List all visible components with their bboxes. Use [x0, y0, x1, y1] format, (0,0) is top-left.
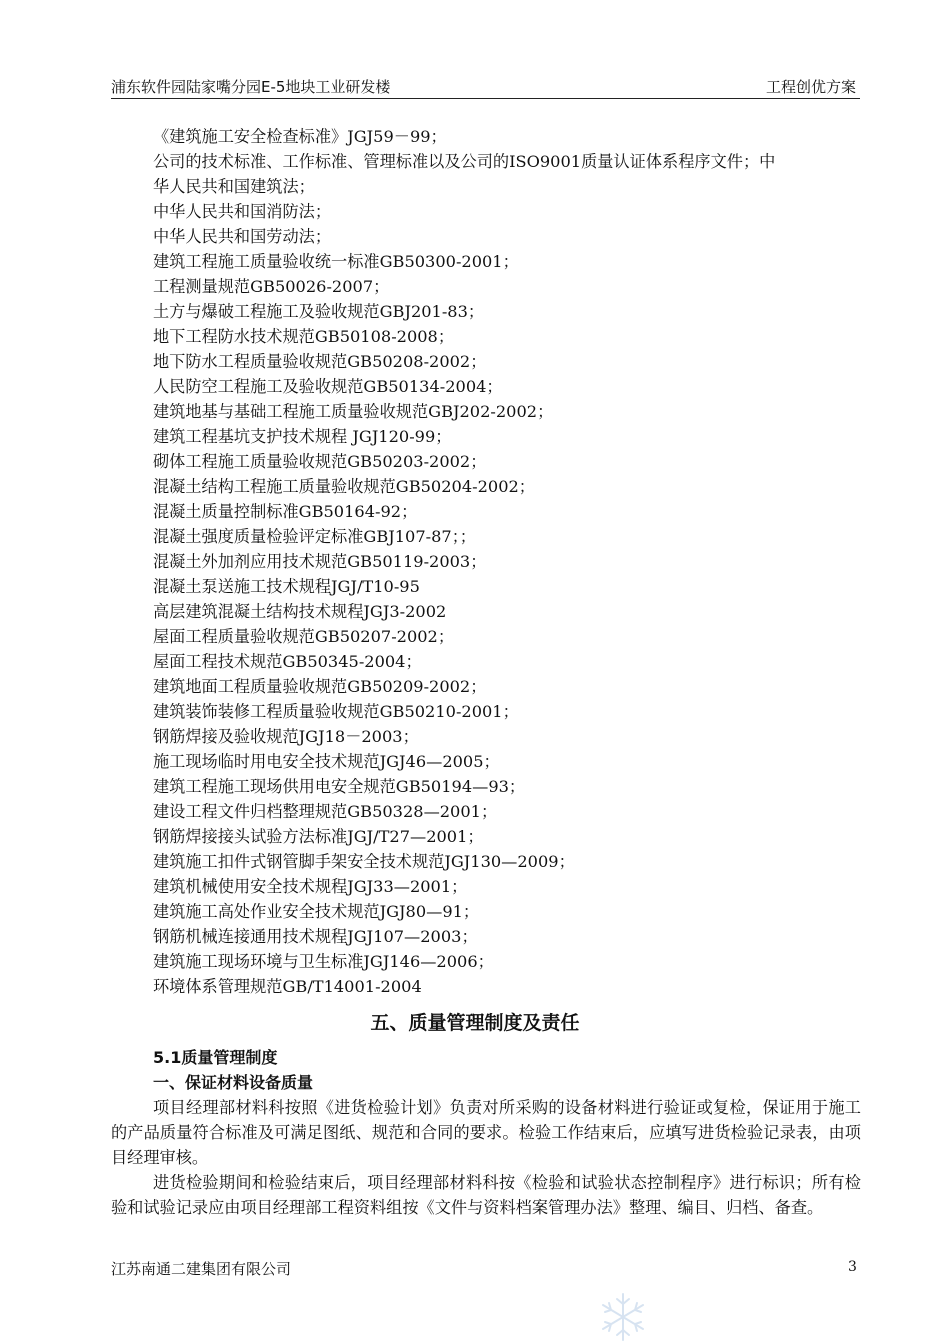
- reference-item: 中华人民共和国消防法；: [153, 202, 332, 221]
- reference-item: 建筑地基与基础工程施工质量验收规范GBJ202-2002；: [153, 402, 554, 421]
- reference-item: 屋面工程技术规范GB50345-2004；: [153, 652, 422, 671]
- reference-item: 华人民共和国建筑法；: [153, 177, 315, 196]
- reference-item: 砌体工程施工质量验收规范GB50203-2002；: [153, 452, 487, 471]
- reference-item: 混凝土质量控制标准GB50164-92；: [153, 502, 418, 521]
- reference-item: 中华人民共和国劳动法；: [153, 227, 332, 246]
- reference-item: 《建筑施工安全检查标准》JGJ59－99；: [153, 127, 447, 146]
- snowflake-icon: [596, 1290, 650, 1344]
- reference-item: 混凝土外加剂应用技术规范GB50119-2003；: [153, 552, 487, 571]
- reference-item: 工程测量规范GB50026-2007；: [153, 277, 390, 296]
- reference-item: 建设工程文件归档整理规范GB50328—2001；: [153, 802, 498, 821]
- reference-item: 建筑地面工程质量验收规范GB50209-2002；: [153, 677, 487, 696]
- subsection-heading: 5.1质量管理制度: [153, 1048, 278, 1067]
- references-list: [153, 124, 865, 999]
- reference-item: 钢筋机械连接通用技术规程JGJ107—2003；: [153, 927, 478, 946]
- reference-item: 建筑机械使用安全技术规程JGJ33—2001；: [153, 877, 468, 896]
- reference-item: 建筑工程基坑支护技术规程 JGJ120-99；: [153, 427, 452, 446]
- reference-item: 混凝土强度质量检验评定标准GBJ107-87；；: [153, 527, 476, 546]
- footer-company: 江苏南通二建集团有限公司: [111, 1260, 292, 1278]
- reference-item: 钢筋焊接及验收规范JGJ18－2003；: [153, 727, 419, 746]
- reference-item: 公司的技术标准、工作标准、管理标准以及公司的ISO9001质量认证体系程序文件；中: [153, 152, 776, 171]
- paragraph-material-inspection: 项目经理部材料科按照《进货检验计划》负责对所采购的设备材料进行验证或复检，保证用于施工的产品质量符合标准及可满足图纸、规范和合同的要求。检验工作结束后，应填写进货检验记录表，由项目经理审核。: [111, 1098, 861, 1167]
- section-title: 五、质量管理制度及责任: [370, 1012, 580, 1034]
- page-number: 3: [848, 1259, 857, 1275]
- paragraph-inspection-records: 进货检验期间和检验结束后，项目经理部材料科按《检验和试验状态控制程序》进行标识；所有检验和试验记录应由项目经理部工程资料组按《文件与资料档案管理办法》整理、编目、归档、备查。: [111, 1173, 861, 1217]
- reference-item: 屋面工程质量验收规范GB50207-2002；: [153, 627, 455, 646]
- reference-item: 环境体系管理规范GB/T14001-2004: [153, 977, 422, 996]
- page-header: [111, 74, 860, 99]
- reference-item: 钢筋焊接接头试验方法标准JGJ/T27—2001；: [153, 827, 484, 846]
- reference-item: 高层建筑混凝土结构技术规程JGJ3-2002: [153, 602, 447, 621]
- reference-item: 建筑工程施工现场供用电安全规范GB50194—93；: [153, 777, 526, 796]
- reference-item: 混凝土泵送施工技术规程JGJ/T10-95: [153, 577, 420, 596]
- reference-item: 混凝土结构工程施工质量验收规范GB50204-2002；: [153, 477, 535, 496]
- reference-item: 建筑施工现场环境与卫生标准JGJ146—2006；: [153, 952, 494, 971]
- reference-item: 地下工程防水技术规范GB50108-2008；: [153, 327, 455, 346]
- reference-item: 人民防空工程施工及验收规范GB50134-2004；: [153, 377, 503, 396]
- reference-item: 土方与爆破工程施工及验收规范GBJ201-83；: [153, 302, 485, 321]
- reference-item: 建筑施工高处作业安全技术规范JGJ80—91；: [153, 902, 480, 921]
- reference-item: 施工现场临时用电安全技术规范JGJ46—2005；: [153, 752, 500, 771]
- reference-item: 建筑施工扣件式钢管脚手架安全技术规范JGJ130—2009；: [153, 852, 575, 871]
- reference-item: 建筑装饰装修工程质量验收规范GB50210-2001；: [153, 702, 519, 721]
- subsubsection-heading: 一、保证材料设备质量: [153, 1073, 314, 1092]
- reference-item: 建筑工程施工质量验收统一标准GB50300-2001；: [153, 252, 519, 271]
- header-doc-title: 工程创优方案: [765, 78, 856, 96]
- header-project-title: 浦东软件园陆家嘴分园E-5地块工业研发楼: [111, 78, 391, 96]
- reference-item: 地下防水工程质量验收规范GB50208-2002；: [153, 352, 487, 371]
